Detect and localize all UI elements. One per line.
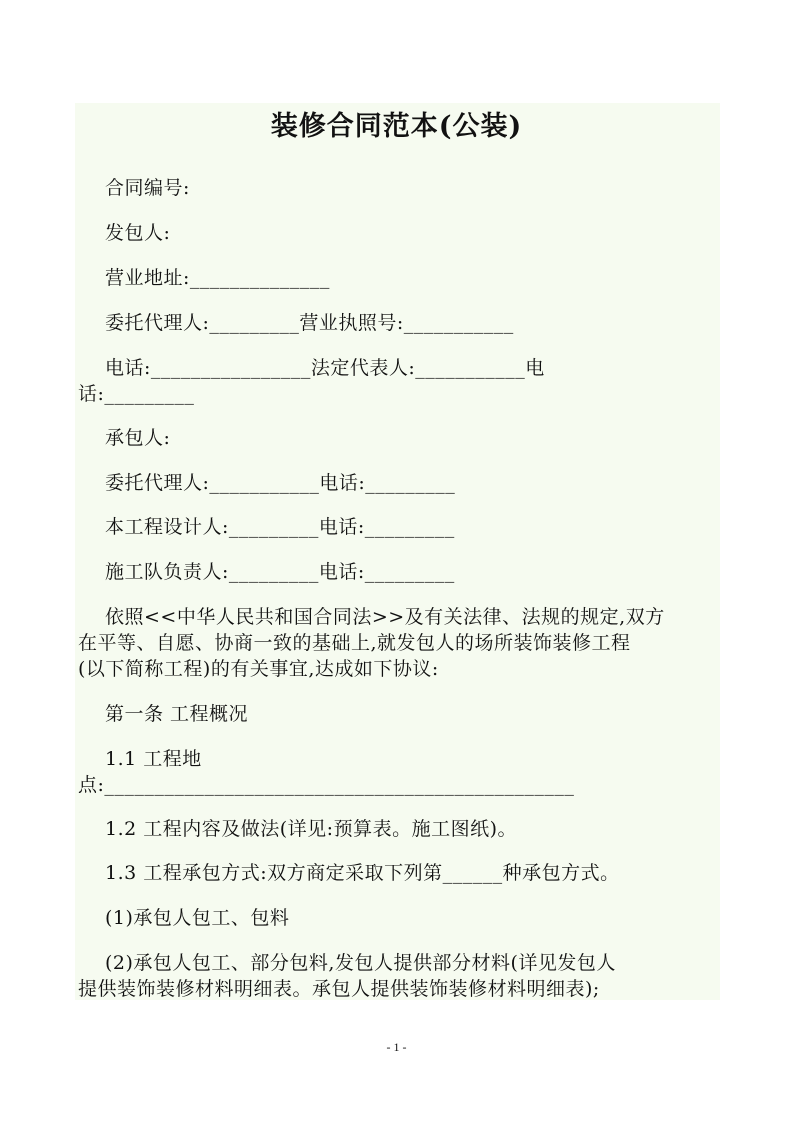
employer-line: 发包人: xyxy=(105,222,171,244)
preamble-line-1: 依照<<中华人民共和国合同法>>及有关法律、法规的规定,双方 xyxy=(105,606,665,628)
preamble-line-2: 在平等、自愿、协商一致的基础上,就发包人的场所装饰装修工程 xyxy=(78,632,631,654)
contractor-line: 承包人: xyxy=(105,427,171,449)
contractor-agent-line: 委托代理人:___________电话:_________ xyxy=(105,472,456,494)
clause-1-2: 1.2 工程内容及做法(详见:预算表。施工图纸)。 xyxy=(105,818,517,840)
clause-1-1-line-2: 点:_______________________________________________ xyxy=(78,774,575,796)
team-leader-line: 施工队负责人:_________电话:_________ xyxy=(105,561,455,583)
business-address-line: 营业地址:______________ xyxy=(105,267,330,289)
clause-1-1-line-1: 1.1 工程地 xyxy=(105,748,202,770)
document-title: 装修合同范本(公装) xyxy=(270,111,523,142)
agent-license-line: 委托代理人:_________营业执照号:___________ xyxy=(105,312,514,334)
designer-line: 本工程设计人:_________电话:_________ xyxy=(105,516,455,538)
option-1: (1)承包人包工、包料 xyxy=(105,907,290,929)
option-2-line-1: (2)承包人包工、部分包料,发包人提供部分材料(详见发包人 xyxy=(105,952,616,974)
phone-legal-rep-line: 电话:________________法定代表人:___________电 xyxy=(105,357,545,379)
preamble-line-3: (以下简称工程)的有关事宜,达成如下协议: xyxy=(78,658,439,680)
clause-1-3: 1.3 工程承包方式:双方商定采取下列第______种承包方式。 xyxy=(105,862,620,884)
article-1-heading: 第一条 工程概况 xyxy=(105,703,249,725)
phone-continuation-line: 话:_________ xyxy=(78,383,195,405)
page-number: - 1 - xyxy=(386,1040,407,1054)
contract-number-line: 合同编号: xyxy=(105,177,190,199)
option-2-line-2: 提供装饰装修材料明细表。承包人提供装饰装修材料明细表); xyxy=(78,978,600,1000)
